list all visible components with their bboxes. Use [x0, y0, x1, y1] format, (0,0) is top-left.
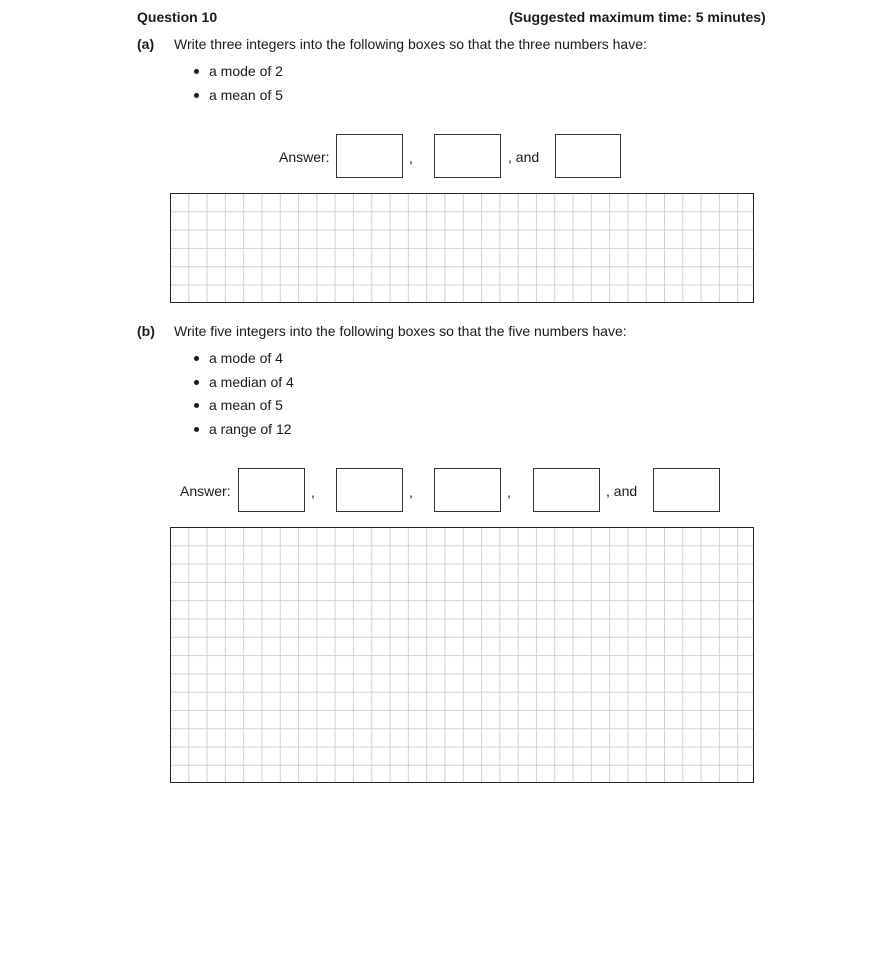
part-a-answer-box-2[interactable] [434, 134, 501, 178]
part-b-separator-1: , [311, 484, 315, 500]
bullet-dot [194, 69, 199, 74]
part-b-answer-box-5[interactable] [653, 468, 720, 512]
part-b-answer-label: Answer: [180, 483, 231, 499]
part-a-answer-box-1[interactable] [336, 134, 403, 178]
suggested-time: (Suggested maximum time: 5 minutes) [509, 9, 766, 25]
bullet-dot [194, 380, 199, 385]
part-b-answer-box-2[interactable] [336, 468, 403, 512]
part-a-bullet-2: a mean of 5 [209, 87, 283, 103]
part-a-prompt: Write three integers into the following boxes so that the three numbers have: [174, 36, 647, 52]
part-a-separator-2: , and [508, 149, 540, 165]
part-b-answer-box-1[interactable] [238, 468, 305, 512]
part-b-prompt: Write five integers into the following boxes so that the five numbers have: [174, 323, 627, 339]
part-a-bullet-1: a mode of 2 [209, 63, 283, 79]
part-b-answer-box-3[interactable] [434, 468, 501, 512]
bullet-dot [194, 403, 199, 408]
part-b-bullet-3: a mean of 5 [209, 397, 283, 413]
part-b-bullet-2: a median of 4 [209, 374, 294, 390]
part-b-separator-2: , [409, 484, 413, 500]
part-b-separator-4: , and [606, 483, 638, 499]
part-b-bullet-1: a mode of 4 [209, 350, 283, 366]
part-b-bullet-4: a range of 12 [209, 421, 292, 437]
question-number: Question 10 [137, 9, 218, 25]
bullet-dot [194, 356, 199, 361]
bullet-dot [194, 93, 199, 98]
part-b-answer-box-4[interactable] [533, 468, 600, 512]
part-b-working-grid[interactable] [170, 527, 754, 783]
part-b-separator-3: , [507, 484, 511, 500]
part-a-answer-box-3[interactable] [555, 134, 621, 178]
part-a-separator-1: , [409, 150, 413, 166]
part-a-answer-label: Answer: [279, 149, 330, 165]
bullet-dot [194, 427, 199, 432]
part-a-label: (a) [137, 36, 155, 52]
part-a-working-grid[interactable] [170, 193, 754, 303]
part-b-label: (b) [137, 323, 155, 339]
